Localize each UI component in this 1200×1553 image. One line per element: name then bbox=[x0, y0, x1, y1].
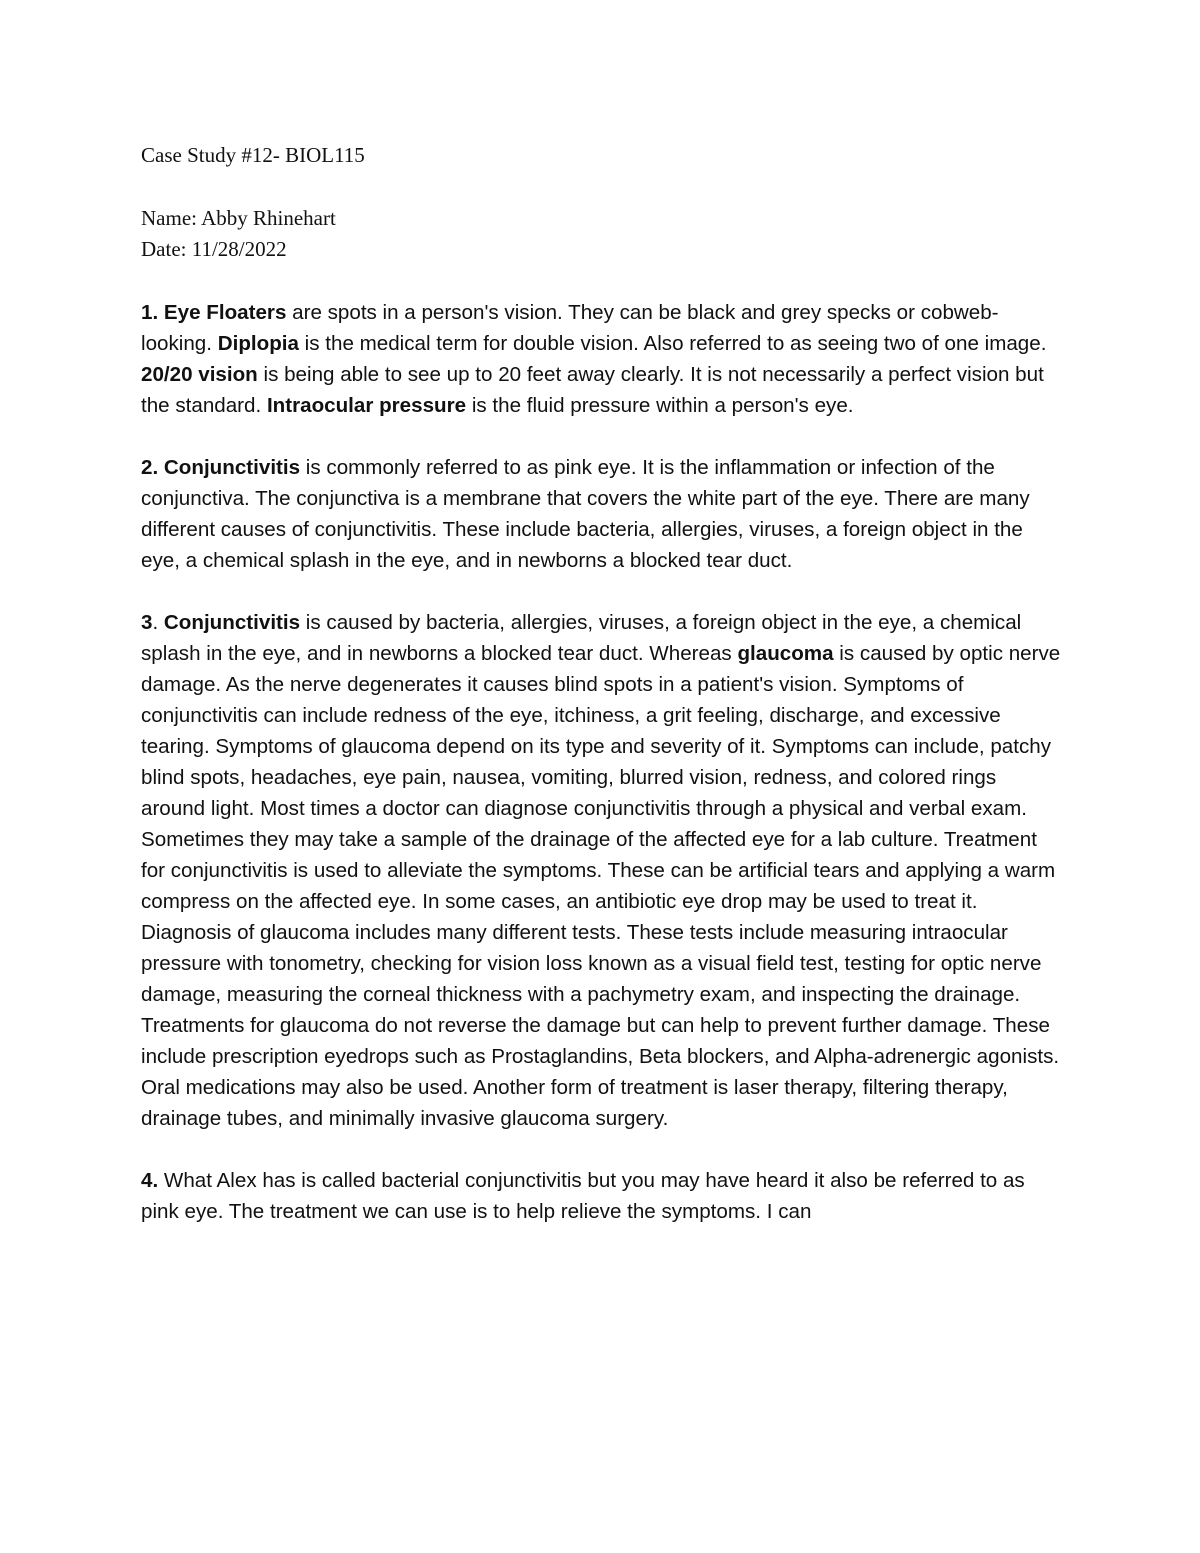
term-conjunctivitis-3: Conjunctivitis bbox=[163, 611, 301, 634]
submission-date: Date: 11/28/2022 bbox=[141, 237, 287, 261]
answer-1-text-a: are spots in a person's vision. They can be black and grey specks or cobweb-looking. bbox=[141, 301, 999, 355]
answer-3-text-b: is caused by optic nerve damage. As the nerve degenerates it causes blind spots in a patient's vision. Symptoms of conjunctivitis can include redness of the eye, itchiness, a grit feeling, discharge, and excessive tearing. Symptoms of glaucoma depend on its type and severity of it. Symptoms can include, patchy blind spots, headaches, eye pain, nausea, vomiting, blurred vision, redness, and colored rings around light. Most times a doctor can diagnose conjunctivitis through a physical and verbal exam. Sometimes they may take a sample of the drainage of the affected eye for a lab culture. Treatment for conjunctivitis is used to alleviate the symptoms. These can be artificial tears and applying a warm compress on the affected eye. In some cases, an antibiotic eye drop may be used to treat it. Diagnosis of glaucoma includes many different tests. These tests include measuring intraocular pressure with tonometry, checking for vision loss known as a visual field test, testing for optic nerve damage, measuring the corneal thickness with a pachymetry exam, and inspecting the drainage. Treatments for glaucoma do not reverse the damage but can help to prevent further damage. These include prescription eyedrops such as Prostaglandins, Beta blockers, and Alpha-adrenergic agonists. Oral medications may also be used. Another form of treatment is laser therapy, filtering therapy, drainage tubes, and minimally invasive glaucoma surgery. bbox=[141, 642, 1061, 1130]
answer-4-text: What Alex has is called bacterial conjunctivitis but you may have heard it also be referred to as pink eye. The treatment we can use is to help relieve the symptoms. I can bbox=[141, 1169, 1025, 1223]
term-glaucoma: glaucoma bbox=[737, 642, 834, 665]
term-20-20-vision: 20/20 vision bbox=[141, 363, 258, 386]
answer-4-paragraph bbox=[141, 1165, 1061, 1227]
answer-1-number: 1. bbox=[141, 301, 159, 324]
term-intraocular-pressure: Intraocular pressure bbox=[266, 394, 467, 417]
document-page bbox=[141, 140, 1061, 1227]
answer-2-text: is commonly referred to as pink eye. It is the inflammation or infection of the conjunctiva. The conjunctiva is a membrane that covers the white part of the eye. There are many different causes of conjunctivitis. These include bacteria, allergies, viruses, a foreign object in the eye, a chemical splash in the eye, and in newborns a blocked tear duct. bbox=[141, 456, 1030, 572]
term-diplopia: Diplopia bbox=[217, 332, 299, 355]
answer-3-text-a: is caused by bacteria, allergies, viruses, a foreign object in the eye, a chemical splash in the eye, and in newborns a blocked tear duct. Whereas bbox=[141, 611, 1022, 665]
answer-4-number: 4. bbox=[141, 1169, 159, 1192]
answer-1-text-c: is being able to see up to 20 feet away clearly. It is not necessarily a perfect vision but the standard. bbox=[141, 363, 1044, 417]
answer-1-paragraph bbox=[141, 297, 1061, 421]
answer-2-paragraph bbox=[141, 452, 1061, 576]
answer-3-dot: . bbox=[152, 611, 164, 634]
answer-3-number: 3 bbox=[141, 611, 153, 634]
student-name: Name: Abby Rhinehart bbox=[141, 206, 336, 230]
answer-2-number: 2. bbox=[141, 456, 159, 479]
document-title: Case Study #12- BIOL115 bbox=[141, 143, 365, 167]
answer-1-text-b: is the medical term for double vision. Also referred to as seeing two of one image. bbox=[298, 332, 1047, 355]
answer-1-text-d: is the fluid pressure within a person's eye. bbox=[466, 394, 854, 417]
answer-3-paragraph bbox=[141, 607, 1061, 1134]
term-conjunctivitis: Conjunctivitis bbox=[163, 456, 301, 479]
term-eye-floaters: Eye Floaters bbox=[163, 301, 287, 324]
